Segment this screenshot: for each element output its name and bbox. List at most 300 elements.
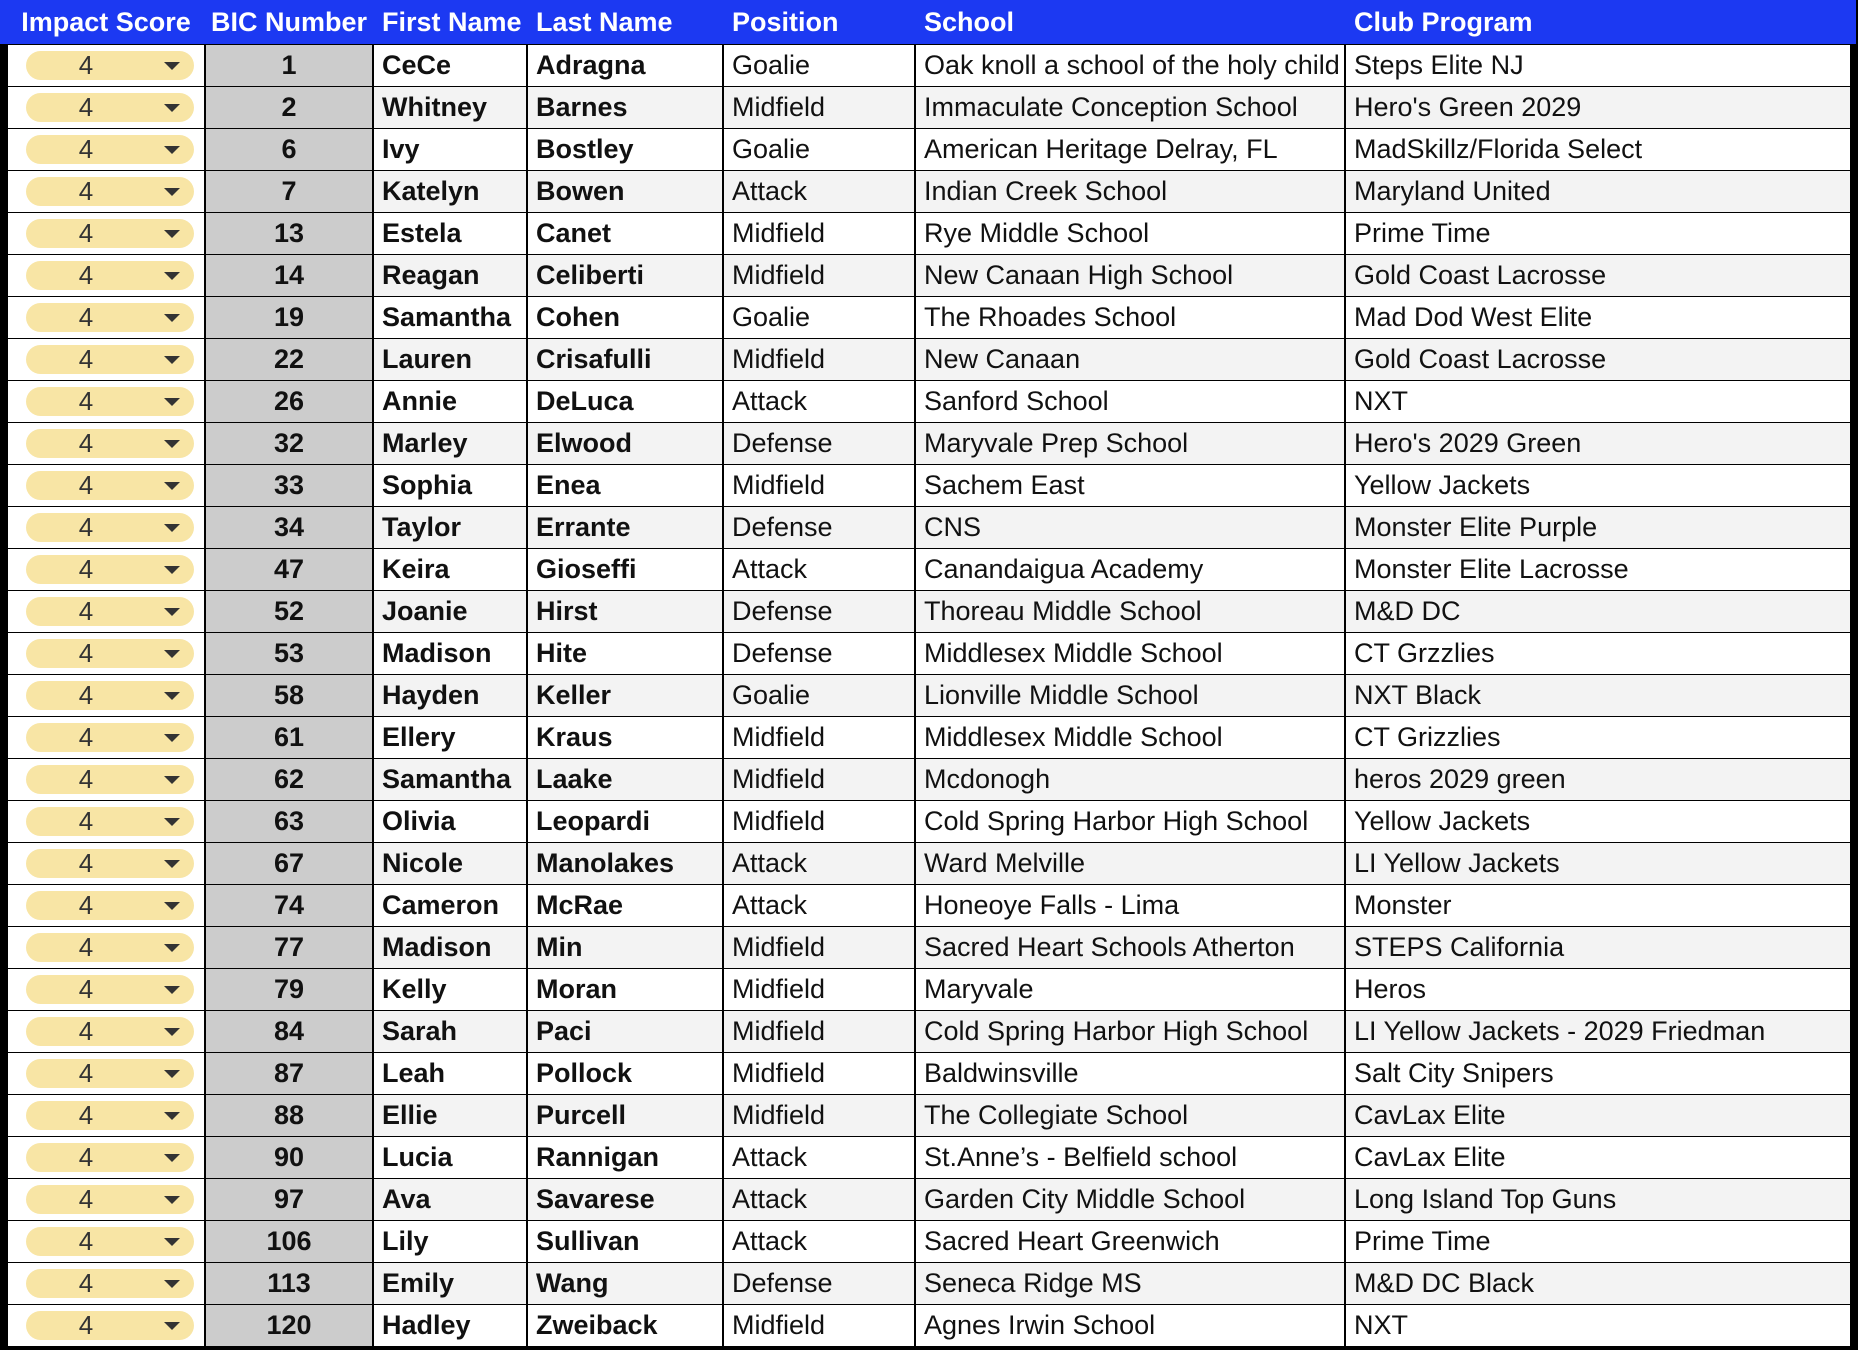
impact-score-cell[interactable] [8,1221,204,1262]
chevron-down-icon[interactable] [164,1238,180,1246]
impact-score-dropdown[interactable] [26,93,194,122]
first-name-cell[interactable]: Reagan [374,255,526,296]
bic-number-cell[interactable]: 19 [206,297,372,338]
bic-number-cell[interactable]: 63 [206,801,372,842]
last-name-cell[interactable]: Gioseffi [528,549,722,590]
impact-score-value: 4 [78,50,94,80]
first-name-cell[interactable]: Estela [374,213,526,254]
club-program-cell[interactable]: Steps Elite NJ [1346,45,1850,86]
last-name-cell[interactable]: Adragna [528,45,722,86]
chevron-down-icon[interactable] [164,1028,180,1036]
position-cell[interactable]: Midfield [724,255,914,296]
impact-score-cell[interactable] [8,129,204,170]
first-name-cell[interactable]: Lily [374,1221,526,1262]
club-program-cell[interactable]: Hero's 2029 Green [1346,423,1850,464]
last-name-cell[interactable]: Cohen [528,297,722,338]
club-program-cell[interactable]: CT Grzzlies [1346,633,1850,674]
club-program-cell[interactable]: Monster [1346,885,1850,926]
impact-score-cell[interactable] [8,633,204,674]
impact-score-dropdown[interactable] [26,429,194,458]
bic-number-cell[interactable]: 113 [206,1263,372,1304]
position-cell[interactable]: Defense [724,591,914,632]
bic-number-cell[interactable]: 13 [206,213,372,254]
club-program-cell[interactable]: LI Yellow Jackets - 2029 Friedman [1346,1011,1850,1052]
chevron-down-icon[interactable] [164,776,180,784]
first-name-cell[interactable]: Samantha [374,297,526,338]
club-program-cell[interactable]: NXT Black [1346,675,1850,716]
impact-score-cell[interactable] [8,927,204,968]
school-cell[interactable]: Maryvale Prep School [916,423,1344,464]
position-cell[interactable]: Midfield [724,927,914,968]
chevron-down-icon[interactable] [164,104,180,112]
impact-score-cell[interactable] [8,171,204,212]
last-name-cell[interactable]: Rannigan [528,1137,722,1178]
last-name-cell[interactable]: Paci [528,1011,722,1052]
school-cell[interactable]: Middlesex Middle School [916,717,1344,758]
impact-score-cell[interactable] [8,969,204,1010]
impact-score-cell[interactable] [8,381,204,422]
club-program-cell[interactable]: CT Grizzlies [1346,717,1850,758]
table-row [0,759,1858,800]
chevron-down-icon[interactable] [164,902,180,910]
position-cell[interactable]: Defense [724,507,914,548]
chevron-down-icon[interactable] [164,1196,180,1204]
position-cell[interactable]: Midfield [724,801,914,842]
table-row [0,1137,1858,1178]
school-cell[interactable]: Mcdonogh [916,759,1344,800]
last-name-cell[interactable]: Kraus [528,717,722,758]
chevron-down-icon[interactable] [164,524,180,532]
school-cell[interactable]: Sacred Heart Schools Atherton [916,927,1344,968]
first-name-cell[interactable]: Sophia [374,465,526,506]
position-cell[interactable]: Midfield [724,1305,914,1346]
impact-score-cell[interactable] [8,717,204,758]
header-impact-score[interactable]: Impact Score [21,7,191,37]
school-cell[interactable]: Agnes Irwin School [916,1305,1344,1346]
position-cell[interactable]: Defense [724,633,914,674]
impact-score-dropdown[interactable] [26,597,194,626]
chevron-down-icon[interactable] [164,146,180,154]
first-name-cell[interactable]: Ivy [374,129,526,170]
bic-number-cell[interactable]: 2 [206,87,372,128]
school-cell[interactable]: Sachem East [916,465,1344,506]
impact-score-cell[interactable] [8,1179,204,1220]
impact-score-dropdown[interactable] [26,177,194,206]
impact-score-cell[interactable] [8,45,204,86]
impact-score-cell[interactable] [8,801,204,842]
club-program-cell[interactable]: NXT [1346,381,1850,422]
school-cell[interactable]: Indian Creek School [916,171,1344,212]
header-position[interactable]: Position [732,7,839,37]
impact-score-dropdown[interactable] [26,345,194,374]
chevron-down-icon[interactable] [164,1154,180,1162]
first-name-cell[interactable]: Lauren [374,339,526,380]
club-program-cell[interactable]: CavLax Elite [1346,1095,1850,1136]
club-program-cell[interactable]: CavLax Elite [1346,1137,1850,1178]
bic-number-cell[interactable]: 53 [206,633,372,674]
last-name-cell[interactable]: Wang [528,1263,722,1304]
impact-score-cell[interactable] [8,1011,204,1052]
impact-score-dropdown[interactable] [26,261,194,290]
club-program-cell[interactable]: NXT [1346,1305,1850,1346]
last-name-cell[interactable]: Crisafulli [528,339,722,380]
first-name-cell[interactable]: Whitney [374,87,526,128]
bic-number-cell[interactable]: 26 [206,381,372,422]
first-name-cell[interactable]: Ellery [374,717,526,758]
school-cell[interactable]: American Heritage Delray, FL [916,129,1344,170]
school-cell[interactable]: Ward Melville [916,843,1344,884]
school-cell[interactable]: Maryvale [916,969,1344,1010]
impact-score-dropdown[interactable] [26,387,194,416]
last-name-cell[interactable]: Purcell [528,1095,722,1136]
position-cell[interactable]: Defense [724,1263,914,1304]
school-cell[interactable]: New Canaan High School [916,255,1344,296]
last-name-cell[interactable]: Barnes [528,87,722,128]
impact-score-value: 4 [78,890,94,920]
school-cell[interactable]: The Collegiate School [916,1095,1344,1136]
impact-score-cell[interactable] [8,591,204,632]
school-cell[interactable]: Lionville Middle School [916,675,1344,716]
school-cell[interactable]: Cold Spring Harbor High School [916,1011,1344,1052]
position-cell[interactable]: Attack [724,381,914,422]
position-cell[interactable]: Midfield [724,969,914,1010]
club-program-cell[interactable]: Prime Time [1346,1221,1850,1262]
club-program-cell[interactable]: M&D DC Black [1346,1263,1850,1304]
impact-score-dropdown[interactable] [26,975,194,1004]
school-cell[interactable]: Canandaigua Academy [916,549,1344,590]
last-name-cell[interactable]: Pollock [528,1053,722,1094]
impact-score-cell[interactable] [8,1305,204,1346]
impact-score-dropdown[interactable] [26,513,194,542]
chevron-down-icon[interactable] [164,230,180,238]
club-program-cell[interactable]: Hero's Green 2029 [1346,87,1850,128]
bic-number-cell[interactable]: 61 [206,717,372,758]
bic-number-cell[interactable]: 1 [206,45,372,86]
first-name-cell[interactable]: Madison [374,927,526,968]
position-cell[interactable]: Midfield [724,1053,914,1094]
impact-score-cell[interactable] [8,297,204,338]
table-row [0,801,1858,842]
first-name-cell[interactable]: Cameron [374,885,526,926]
impact-score-cell[interactable] [8,1263,204,1304]
school-cell[interactable]: Rye Middle School [916,213,1344,254]
first-name-cell[interactable]: Samantha [374,759,526,800]
bic-number-cell[interactable]: 87 [206,1053,372,1094]
school-cell[interactable]: Seneca Ridge MS [916,1263,1344,1304]
first-name-cell[interactable]: Leah [374,1053,526,1094]
last-name-cell[interactable]: Errante [528,507,722,548]
first-name-cell[interactable]: CeCe [374,45,526,86]
header-bic-number[interactable]: BIC Number [210,7,367,37]
impact-score-cell[interactable] [8,213,204,254]
club-program-cell[interactable]: M&D DC [1346,591,1850,632]
club-program-cell[interactable]: Gold Coast Lacrosse [1346,339,1850,380]
school-cell[interactable]: Baldwinsville [916,1053,1344,1094]
last-name-cell[interactable]: Manolakes [528,843,722,884]
impact-score-cell[interactable] [8,507,204,548]
chevron-down-icon[interactable] [164,986,180,994]
last-name-cell[interactable]: Hite [528,633,722,674]
position-cell[interactable]: Midfield [724,1011,914,1052]
last-name-cell[interactable]: Savarese [528,1179,722,1220]
school-cell[interactable]: Sanford School [916,381,1344,422]
chevron-down-icon[interactable] [164,734,180,742]
chevron-down-icon[interactable] [164,1070,180,1078]
club-program-cell[interactable]: Monster Elite Lacrosse [1346,549,1850,590]
impact-score-dropdown[interactable] [26,891,194,920]
chevron-down-icon[interactable] [164,440,180,448]
impact-score-value: 4 [78,1268,94,1298]
bic-number-cell[interactable]: 34 [206,507,372,548]
school-cell[interactable]: Honeoye Falls - Lima [916,885,1344,926]
bic-number-cell[interactable]: 58 [206,675,372,716]
position-cell[interactable]: Attack [724,1221,914,1262]
impact-score-cell[interactable] [8,843,204,884]
first-name-cell[interactable]: Lucia [374,1137,526,1178]
impact-score-value: 4 [78,680,94,710]
club-program-cell[interactable]: MadSkillz/Florida Select [1346,129,1850,170]
bic-number-cell[interactable]: 7 [206,171,372,212]
impact-score-cell[interactable] [8,339,204,380]
school-cell[interactable]: Immaculate Conception School [916,87,1344,128]
club-program-cell[interactable]: Salt City Snipers [1346,1053,1850,1094]
position-cell[interactable]: Midfield [724,1095,914,1136]
club-program-cell[interactable]: Yellow Jackets [1346,465,1850,506]
last-name-cell[interactable]: Zweiback [528,1305,722,1346]
bic-number-cell[interactable]: 62 [206,759,372,800]
impact-score-dropdown[interactable] [26,1227,194,1256]
first-name-cell[interactable]: Emily [374,1263,526,1304]
chevron-down-icon[interactable] [164,608,180,616]
first-name-cell[interactable]: Hadley [374,1305,526,1346]
school-cell[interactable]: Oak knoll a school of the holy child [916,45,1344,86]
school-cell[interactable]: St.Anne’s - Belfield school [916,1137,1344,1178]
first-name-cell[interactable]: Ava [374,1179,526,1220]
impact-score-dropdown[interactable] [26,681,194,710]
position-cell[interactable]: Midfield [724,87,914,128]
school-cell[interactable]: Sacred Heart Greenwich [916,1221,1344,1262]
last-name-cell[interactable]: Sullivan [528,1221,722,1262]
impact-score-dropdown[interactable] [26,1059,194,1088]
impact-score-cell[interactable] [8,885,204,926]
header-school[interactable]: School [924,7,1015,37]
bic-number-cell[interactable]: 97 [206,1179,372,1220]
club-program-cell[interactable]: Maryland United [1346,171,1850,212]
last-name-cell[interactable]: Min [528,927,722,968]
impact-score-dropdown[interactable] [26,471,194,500]
impact-score-dropdown[interactable] [26,849,194,878]
table-row [0,465,1858,506]
last-name-cell[interactable]: Enea [528,465,722,506]
first-name-cell[interactable]: Taylor [374,507,526,548]
chevron-down-icon[interactable] [164,1280,180,1288]
impact-score-cell[interactable] [8,87,204,128]
chevron-down-icon[interactable] [164,692,180,700]
bic-number-cell[interactable]: 77 [206,927,372,968]
chevron-down-icon[interactable] [164,860,180,868]
chevron-down-icon[interactable] [164,356,180,364]
position-cell[interactable]: Defense [724,423,914,464]
chevron-down-icon[interactable] [164,314,180,322]
position-cell[interactable]: Midfield [724,759,914,800]
last-name-cell[interactable]: Bostley [528,129,722,170]
first-name-cell[interactable]: Nicole [374,843,526,884]
impact-score-dropdown[interactable] [26,807,194,836]
bic-number-cell[interactable]: 84 [206,1011,372,1052]
impact-score-dropdown[interactable] [26,51,194,80]
impact-score-cell[interactable] [8,759,204,800]
first-name-cell[interactable]: Sarah [374,1011,526,1052]
impact-score-dropdown[interactable] [26,1269,194,1298]
last-name-cell[interactable]: Keller [528,675,722,716]
chevron-down-icon[interactable] [164,482,180,490]
last-name-cell[interactable]: Bowen [528,171,722,212]
impact-score-dropdown[interactable] [26,303,194,332]
position-cell[interactable]: Attack [724,549,914,590]
chevron-down-icon[interactable] [164,1322,180,1330]
impact-score-dropdown[interactable] [26,555,194,584]
bic-number-cell[interactable]: 88 [206,1095,372,1136]
bic-number-cell[interactable]: 67 [206,843,372,884]
impact-score-dropdown[interactable] [26,135,194,164]
impact-score-value: 4 [78,1058,94,1088]
club-program-cell[interactable]: Yellow Jackets [1346,801,1850,842]
header-club-program[interactable]: Club Program [1354,7,1533,37]
club-program-cell[interactable]: Long Island Top Guns [1346,1179,1850,1220]
impact-score-dropdown[interactable] [26,723,194,752]
position-cell[interactable]: Goalie [724,45,914,86]
first-name-cell[interactable]: Hayden [374,675,526,716]
last-name-cell[interactable]: Leopardi [528,801,722,842]
club-program-cell[interactable]: Prime Time [1346,213,1850,254]
club-program-cell[interactable]: heros 2029 green [1346,759,1850,800]
impact-score-dropdown[interactable] [26,219,194,248]
impact-score-dropdown[interactable] [26,1143,194,1172]
club-program-cell[interactable]: Gold Coast Lacrosse [1346,255,1850,296]
table-row [0,843,1858,884]
first-name-cell[interactable]: Joanie [374,591,526,632]
chevron-down-icon[interactable] [164,398,180,406]
impact-score-cell[interactable] [8,423,204,464]
first-name-cell[interactable]: Keira [374,549,526,590]
club-program-cell[interactable]: Monster Elite Purple [1346,507,1850,548]
chevron-down-icon[interactable] [164,272,180,280]
last-name-cell[interactable]: Canet [528,213,722,254]
impact-score-dropdown[interactable] [26,1017,194,1046]
last-name-cell[interactable]: Celiberti [528,255,722,296]
bic-number-cell[interactable]: 14 [206,255,372,296]
school-cell[interactable]: Cold Spring Harbor High School [916,801,1344,842]
impact-score-dropdown[interactable] [26,933,194,962]
impact-score-dropdown[interactable] [26,639,194,668]
club-program-cell[interactable]: Heros [1346,969,1850,1010]
impact-score-cell[interactable] [8,675,204,716]
position-cell[interactable]: Attack [724,1137,914,1178]
impact-score-cell[interactable] [8,1137,204,1178]
last-name-cell[interactable]: Laake [528,759,722,800]
chevron-down-icon[interactable] [164,1112,180,1120]
table-row [0,675,1858,716]
impact-score-cell[interactable] [8,549,204,590]
bic-number-cell[interactable]: 52 [206,591,372,632]
bic-number-cell[interactable]: 32 [206,423,372,464]
first-name-cell[interactable]: Ellie [374,1095,526,1136]
impact-score-cell[interactable] [8,465,204,506]
school-cell[interactable]: New Canaan [916,339,1344,380]
position-cell[interactable]: Midfield [724,213,914,254]
position-cell[interactable]: Midfield [724,465,914,506]
impact-score-cell[interactable] [8,255,204,296]
first-name-cell[interactable]: Olivia [374,801,526,842]
bic-number-cell[interactable]: 79 [206,969,372,1010]
impact-score-cell[interactable] [8,1053,204,1094]
chevron-down-icon[interactable] [164,566,180,574]
bic-number-cell[interactable]: 106 [206,1221,372,1262]
position-cell[interactable]: Midfield [724,717,914,758]
last-name-cell[interactable]: DeLuca [528,381,722,422]
impact-score-dropdown[interactable] [26,1185,194,1214]
position-cell[interactable]: Attack [724,1179,914,1220]
last-name-cell[interactable]: Moran [528,969,722,1010]
first-name-cell[interactable]: Madison [374,633,526,674]
last-name-cell[interactable]: Elwood [528,423,722,464]
bic-number-cell[interactable]: 74 [206,885,372,926]
bic-number-cell[interactable]: 47 [206,549,372,590]
chevron-down-icon[interactable] [164,944,180,952]
first-name-cell[interactable]: Kelly [374,969,526,1010]
position-cell[interactable]: Goalie [724,675,914,716]
last-name-cell[interactable]: Hirst [528,591,722,632]
impact-score-dropdown[interactable] [26,1101,194,1130]
impact-score-dropdown[interactable] [26,1311,194,1340]
bic-number-cell[interactable]: 33 [206,465,372,506]
position-cell[interactable]: Attack [724,171,914,212]
impact-score-dropdown[interactable] [26,765,194,794]
chevron-down-icon[interactable] [164,650,180,658]
school-cell[interactable]: Thoreau Middle School [916,591,1344,632]
chevron-down-icon[interactable] [164,62,180,70]
school-cell[interactable]: Middlesex Middle School [916,633,1344,674]
header-last-name[interactable]: Last Name [536,7,673,37]
header-first-name[interactable]: First Name [382,7,522,37]
last-name-cell[interactable]: McRae [528,885,722,926]
chevron-down-icon[interactable] [164,188,180,196]
first-name-cell[interactable]: Marley [374,423,526,464]
position-cell[interactable]: Midfield [724,339,914,380]
bic-number-cell[interactable]: 6 [206,129,372,170]
chevron-down-icon[interactable] [164,818,180,826]
first-name-cell[interactable]: Annie [374,381,526,422]
school-cell[interactable]: The Rhoades School [916,297,1344,338]
position-cell[interactable]: Attack [724,843,914,884]
bic-number-cell[interactable]: 90 [206,1137,372,1178]
club-program-cell[interactable]: STEPS California [1346,927,1850,968]
position-cell[interactable]: Attack [724,885,914,926]
school-cell[interactable]: CNS [916,507,1344,548]
bic-number-cell[interactable]: 120 [206,1305,372,1346]
club-program-cell[interactable]: LI Yellow Jackets [1346,843,1850,884]
club-program-cell[interactable]: Mad Dod West Elite [1346,297,1850,338]
school-cell[interactable]: Garden City Middle School [916,1179,1344,1220]
position-cell[interactable]: Goalie [724,297,914,338]
position-cell[interactable]: Goalie [724,129,914,170]
table-row [0,633,1858,674]
impact-score-cell[interactable] [8,1095,204,1136]
first-name-cell[interactable]: Katelyn [374,171,526,212]
table-row [0,129,1858,170]
impact-score-value: 4 [78,260,94,290]
bic-number-cell[interactable]: 22 [206,339,372,380]
